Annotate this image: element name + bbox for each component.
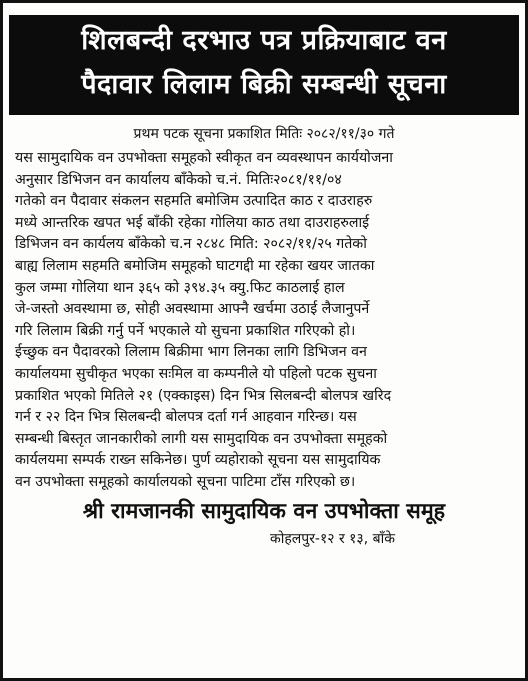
body-line: प्रकाशित भएको मितिले २१ (एक्काइस) दिन भित्र सिलबन्दी बोलपत्र खरिद: [15, 387, 392, 404]
notice-title-line-1: शिलबन्दी दरभाउ पत्र प्रक्रियाबाट वन: [81, 25, 447, 56]
body-line: कार्यलयमा सम्पर्क राख्न सकिनेछ। पुर्ण व्यहोराको सूचना यस सामुदायिक: [15, 452, 381, 469]
body-line: जे-जस्तो अवस्थामा छ, सोही अवस्थामा आफ्नै खर्चमा उठाई लैजानुपर्ने: [15, 301, 370, 318]
body-line: अनुसार डिभिजन वन कार्यालय बाँकेको च.नं. मितिः२०८१/११/०४: [15, 171, 342, 188]
body-line: मध्ये आन्तरिक खपत भई बाँकी रहेका गोलिया काठ तथा दाउराहरुलाई: [15, 214, 370, 231]
body-line: गतेको वन पैदावार संकलन सहमति बमोजिम उत्पादित काठ र दाउराहरु: [15, 193, 373, 210]
body-line: ईच्छुक वन पैदावरको लिलाम बिक्रीमा भाग लिनका लागि डिभिजन वन: [15, 344, 367, 361]
notice-body: [15, 148, 515, 494]
published-date: प्रथम पटक सूचना प्रकाशित मितिः २०८२/११/३० गते: [133, 126, 395, 142]
notice-title-line-2: पैदावार लिलाम बिक्री सम्बन्धी सूचना: [81, 69, 447, 100]
signatory-address: कोहलपुर-१२ र १३, बाँके: [269, 530, 395, 547]
body-line: सम्बन्धी बिस्तृत जानकारीको लागी यस सामुदायिक वन उपभोक्ता समूहको: [15, 430, 388, 447]
body-line: गरि लिलाम बिक्री गर्नु पर्ने भएकाले यो सुचना प्रकाशित गरिएको हो।: [15, 322, 356, 339]
body-line: कुल जम्मा गोलिया थान ३६५ को ३९४.३५ क्यु.फिट काठलाई हाल: [15, 279, 345, 296]
body-line: यस सामुदायिक वन उपभोक्ता समूहको स्वीकृत वन व्यवस्थापन कार्ययोजना: [15, 150, 393, 166]
body-line: कार्यालयमा सुचीकृत भएका सःमिल वा कम्पनीले यो पहिलो पटक सुचना: [15, 365, 377, 382]
notice-header: [9, 15, 519, 115]
body-line: डिभिजन वन कार्यलय बाँकेको च.न २८४८ मिति: २०८२/११/२५ गतेको: [15, 236, 367, 253]
body-line: गर्न र २२ दिन भित्र सिलबन्दी बोलपत्र दर्ता गर्न आहवान गरिन्छ। यस: [15, 409, 357, 426]
body-line: वन उपभोक्ता समूहको कार्यालयको सूचना पाटिमा टाँस गरिएको छ।: [15, 473, 356, 490]
signatory-organization: श्री रामजानकी सामुदायिक वन उपभोक्ता समूह: [82, 498, 446, 524]
body-line: बाह्य लिलाम सहमति बमोजिम समूहको घाटगद्दी मा रहेका खयर जातका: [15, 257, 375, 274]
